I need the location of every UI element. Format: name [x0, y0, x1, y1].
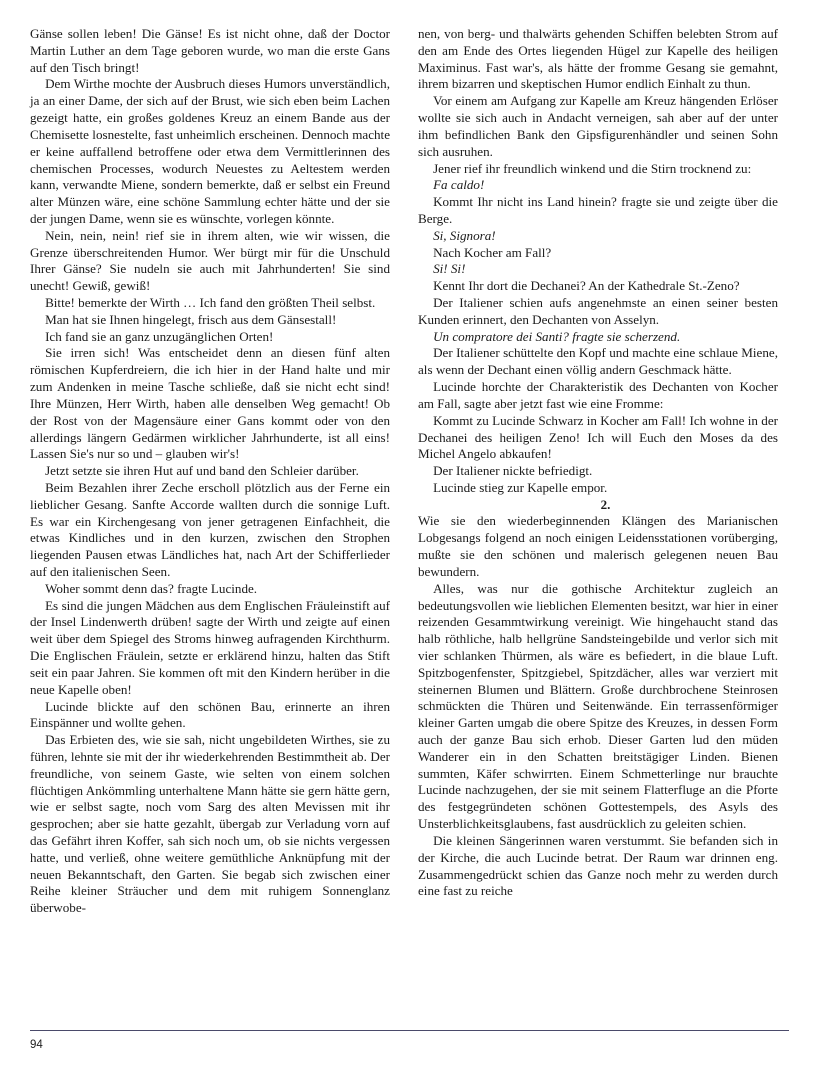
paragraph: Gänse sollen leben! Die Gänse! Es ist nicht ohne, daß der Doctor Martin Luther an dem Tage geboren wurde, wo man die erste Gans auf den Tisch bringt! [30, 26, 390, 75]
paragraph: Vor einem am Aufgang zur Kapelle am Kreuz hängenden Erlöser wollte sie sich auch in Andacht verneigen, sah aber auf der unter ihm befindlichen Bank den Gipsfigurenhändler und seinen Sohn sich ausruhen. [418, 93, 778, 159]
paragraph: Der Italiener nickte befriedigt. [433, 463, 593, 479]
paragraph: Die kleinen Sängerinnen waren verstummt. Sie befanden sich in der Kirche, die auch Lucinde betrat. Der Raum war drinnen eng. Zusammengedrückt schien das Ganze noch mehr zu werden durch eine fast zu reiche [418, 832, 778, 899]
paragraph: Kommt Ihr nicht ins Land hinein? fragte sie und zeigte über die Berge. [418, 194, 778, 226]
paragraph: Der Italiener schüttelte den Kopf und machte eine schlaue Miene, als wenn der Dechant einen völlig andern Geschmack hätte. [418, 345, 778, 378]
paragraph: Lucinde horchte der Charakteristik des Dechanten von Kocher am Fall, sagte aber jetzt fast wie eine Fromme: [418, 379, 778, 411]
paragraph: Woher sommt denn das? fragte Lucinde. [45, 580, 258, 596]
paragraph: Lucinde blickte auf den schönen Bau, erinnerte an ihren Einspänner und wollte gehen. [30, 698, 390, 731]
page-number: 94 [30, 1039, 43, 1051]
paragraph-italic: Fa caldo! [433, 177, 485, 193]
paragraph: Beim Bezahlen ihrer Zeche erscholl plötzlich aus der Ferne ein lieblicher Gesang. Sanfte Accorde wallten durch die sonnige Luft. Es war ein Kirchengesang von jener getragenen Einfachheit, die etwas Kindliches und in den kurzen, zwischen den Strophen liegenden Pausen etwas Ländliches hat, nach Art der Schifferlieder auf den italienischen Seen. [30, 479, 390, 579]
paragraph: Das Erbieten des, wie sie sah, nicht ungebildeten Wirthes, sie zu führen, lehnte sie mit der ihr wiederkehrenden Bestimmtheit ab. Der freundliche, von seinem Gaste, wie selten von einem solchen flüchtigen Ankömmling unterhaltene Mann hätte sie gern hätte gern, wie er selbst sagte, noch vom Sarg des alten Mevissen mit ihr gesprochen; aber sie hatte gezahlt, übergab zur Verladung vorn auf das Gefährt ihren Koffer, sah sich noch um, ob sie nichts vergessen hatte, und verließ, ohne weitere gemüthliche Anknüpfung mit der neuen Bekanntschaft, den Garten. Sie begab sich zwischen einer Reihe kleiner Sträucher und dem mit ruhigem Sonnenglanz überwobe- [30, 732, 390, 916]
paragraph-italic: Si! Si! [433, 261, 466, 277]
paragraph-italic: Si, Signora! [433, 227, 496, 243]
paragraph: Es sind die jungen Mädchen aus dem Englischen Fräuleinstift auf der Insel Lindenwerth drüben! sagte der Wirth und zeigte auf einen weit über dem Spiegel des Stroms hinweg aufragenden Kirchthurm. Die Englischen Fräulein, setzte er erklärend hinzu, halten das Stift seit ein paar Jahren. Sie kommen oft mit den Kindern herüber in die neue Kapelle oben! [30, 597, 390, 697]
section-number: 2. [600, 496, 611, 512]
right-text-column [418, 26, 778, 1026]
paragraph: Der Italiener schien aufs angenehmste an einen seiner besten Kunden erinnert, den Dechanten von Asselyn. [418, 295, 778, 327]
left-text-column [30, 26, 390, 1026]
paragraph: Man hat sie Ihnen hingelegt, frisch aus dem Gänsestall! [45, 311, 337, 327]
paragraph: Nach Kocher am Fall? [433, 244, 552, 260]
paragraph: Jener rief ihr freundlich winkend und die Stirn trocknend zu: [433, 160, 752, 176]
two-column-layout [30, 26, 789, 1026]
footer-rule [30, 1030, 789, 1031]
paragraph: Dem Wirthe mochte der Ausbruch dieses Humors unverständlich, ja an einer Dame, der sich auf der Brust, wie sich eben beim Lachen gezeigt hatte, ein großes goldenes Kreuz an einem Bande aus der Chemisette losnestelte, fast unheimlich erscheinen. Dennoch machte er keine auffallend betroffene oder etwa dem Vermittlerinnen des chemischen Processes, wodurch Neuestes zu Aeltestem werden kann, verwandte Miene, sondern bemerkte, daß er selbst ein Freund alter Münzen wäre, eine schöne Sammlung echter hätte und der sie der jungen Dame, wenn sie es wünschte, vorlegen könnte. [30, 76, 390, 226]
paragraph-italic: Un compratore dei Santi? fragte sie scherzend. [433, 328, 681, 344]
paragraph: nen, von berg- und thalwärts gehenden Schiffen belebten Strom auf den am Ende des Ortes liegenden Hügel zur Kapelle des heiligen Maximinus. Fast war's, als hätte der fromme Gesang sie gemahnt, ihrem bizarren und skeptischen Humor endlich Einhalt zu thun. [418, 26, 778, 92]
paragraph: Bitte! bemerkte der Wirth … Ich fand den größten Theil selbst. [45, 295, 376, 310]
paragraph: Kommt zu Lucinde Schwarz in Kocher am Fall! Ich wohne in der Dechanei des heiligen Zeno! Ich will Euch den Moses da des Michel Angelo abkaufen! [418, 412, 778, 462]
paragraph: Sie irren sich! Was entscheidet denn an diesen fünf alten römischen Kupferdreiern, die ich hier in der Hand halte und mir zum Andenken in meine Tasche schließe, daß sie nicht echt sind! Ihre Münzen, Herr Wirth, haben alle denselben Weg gemacht! Ob der Rost von der Magensäure einer Gans kommt oder von den allerdings längern Gedärmen wirklicher Jahrhunderte, ist all eins! Lassen Sie's nur so und – glauben wir's! [30, 345, 390, 462]
paragraph: Ich fand sie an ganz unzugänglichen Orten! [45, 328, 274, 344]
paragraph: Wie sie den wiederbeginnenden Klängen des Marianischen Lobgesangs folgend an noch einigen Leidensstationen vorüberging, mußte sie den schönen und malerisch gelegenen neuen Bau bewundern. [418, 513, 778, 579]
paragraph: Jetzt setzte sie ihren Hut auf und band den Schleier darüber. [45, 463, 359, 479]
paragraph: Lucinde stieg zur Kapelle empor. [433, 479, 608, 495]
paragraph: Alles, was nur die gothische Architektur zugleich an bedeutungsvollen wie lieblichen Elementen besitzt, war hier in einer reizenden Gesammtwirkung vereinigt. Wie hingehaucht stand das halb röthliche, halb hellgrüne Sandsteingebilde und verlor sich mit vier schlanken Thürmen, als wäre es befiedert, in die blaue Luft. Spitzbogenfenster, Spitzgiebel, Spitzdächer, alles war verziert mit steinernen Blumen und Blättern. Große durchbrochene Steinrosen schmückten die Thüren und Seitenwände. Ein terrassenförmiger kleiner Garten umgab die obere Spitze des Kreuzes, in dessen Form auch der ganze Bau sich erhob. Dieser Garten lud den müden Wanderer ein in den Schatten breitstägiger Linden. Bienen summten, Käfer schwirrten. Einem Schmetterlinge nur brauchte Lucinde nachzugehen, der sie mit seinem Flatterfluge an die Pforte des festgegründeten schönen Gottestempels, des Asyls des Unsterblichkeitsglaubens, fast ausdrücklich zu geleiten schien. [418, 580, 778, 832]
paragraph: Nein, nein, nein! rief sie in ihrem alten, wie wir wissen, die Grenze überschreitenden Humor. Wer bürgt mir für die Unschuld Ihrer Gänse? Sie nudeln sie auch mit Jahrhunderten! Sie sind unecht! Gewiß, gewiß! [30, 227, 390, 294]
paragraph: Kennt Ihr dort die Dechanei? An der Kathedrale St.-Zeno? [433, 278, 740, 294]
